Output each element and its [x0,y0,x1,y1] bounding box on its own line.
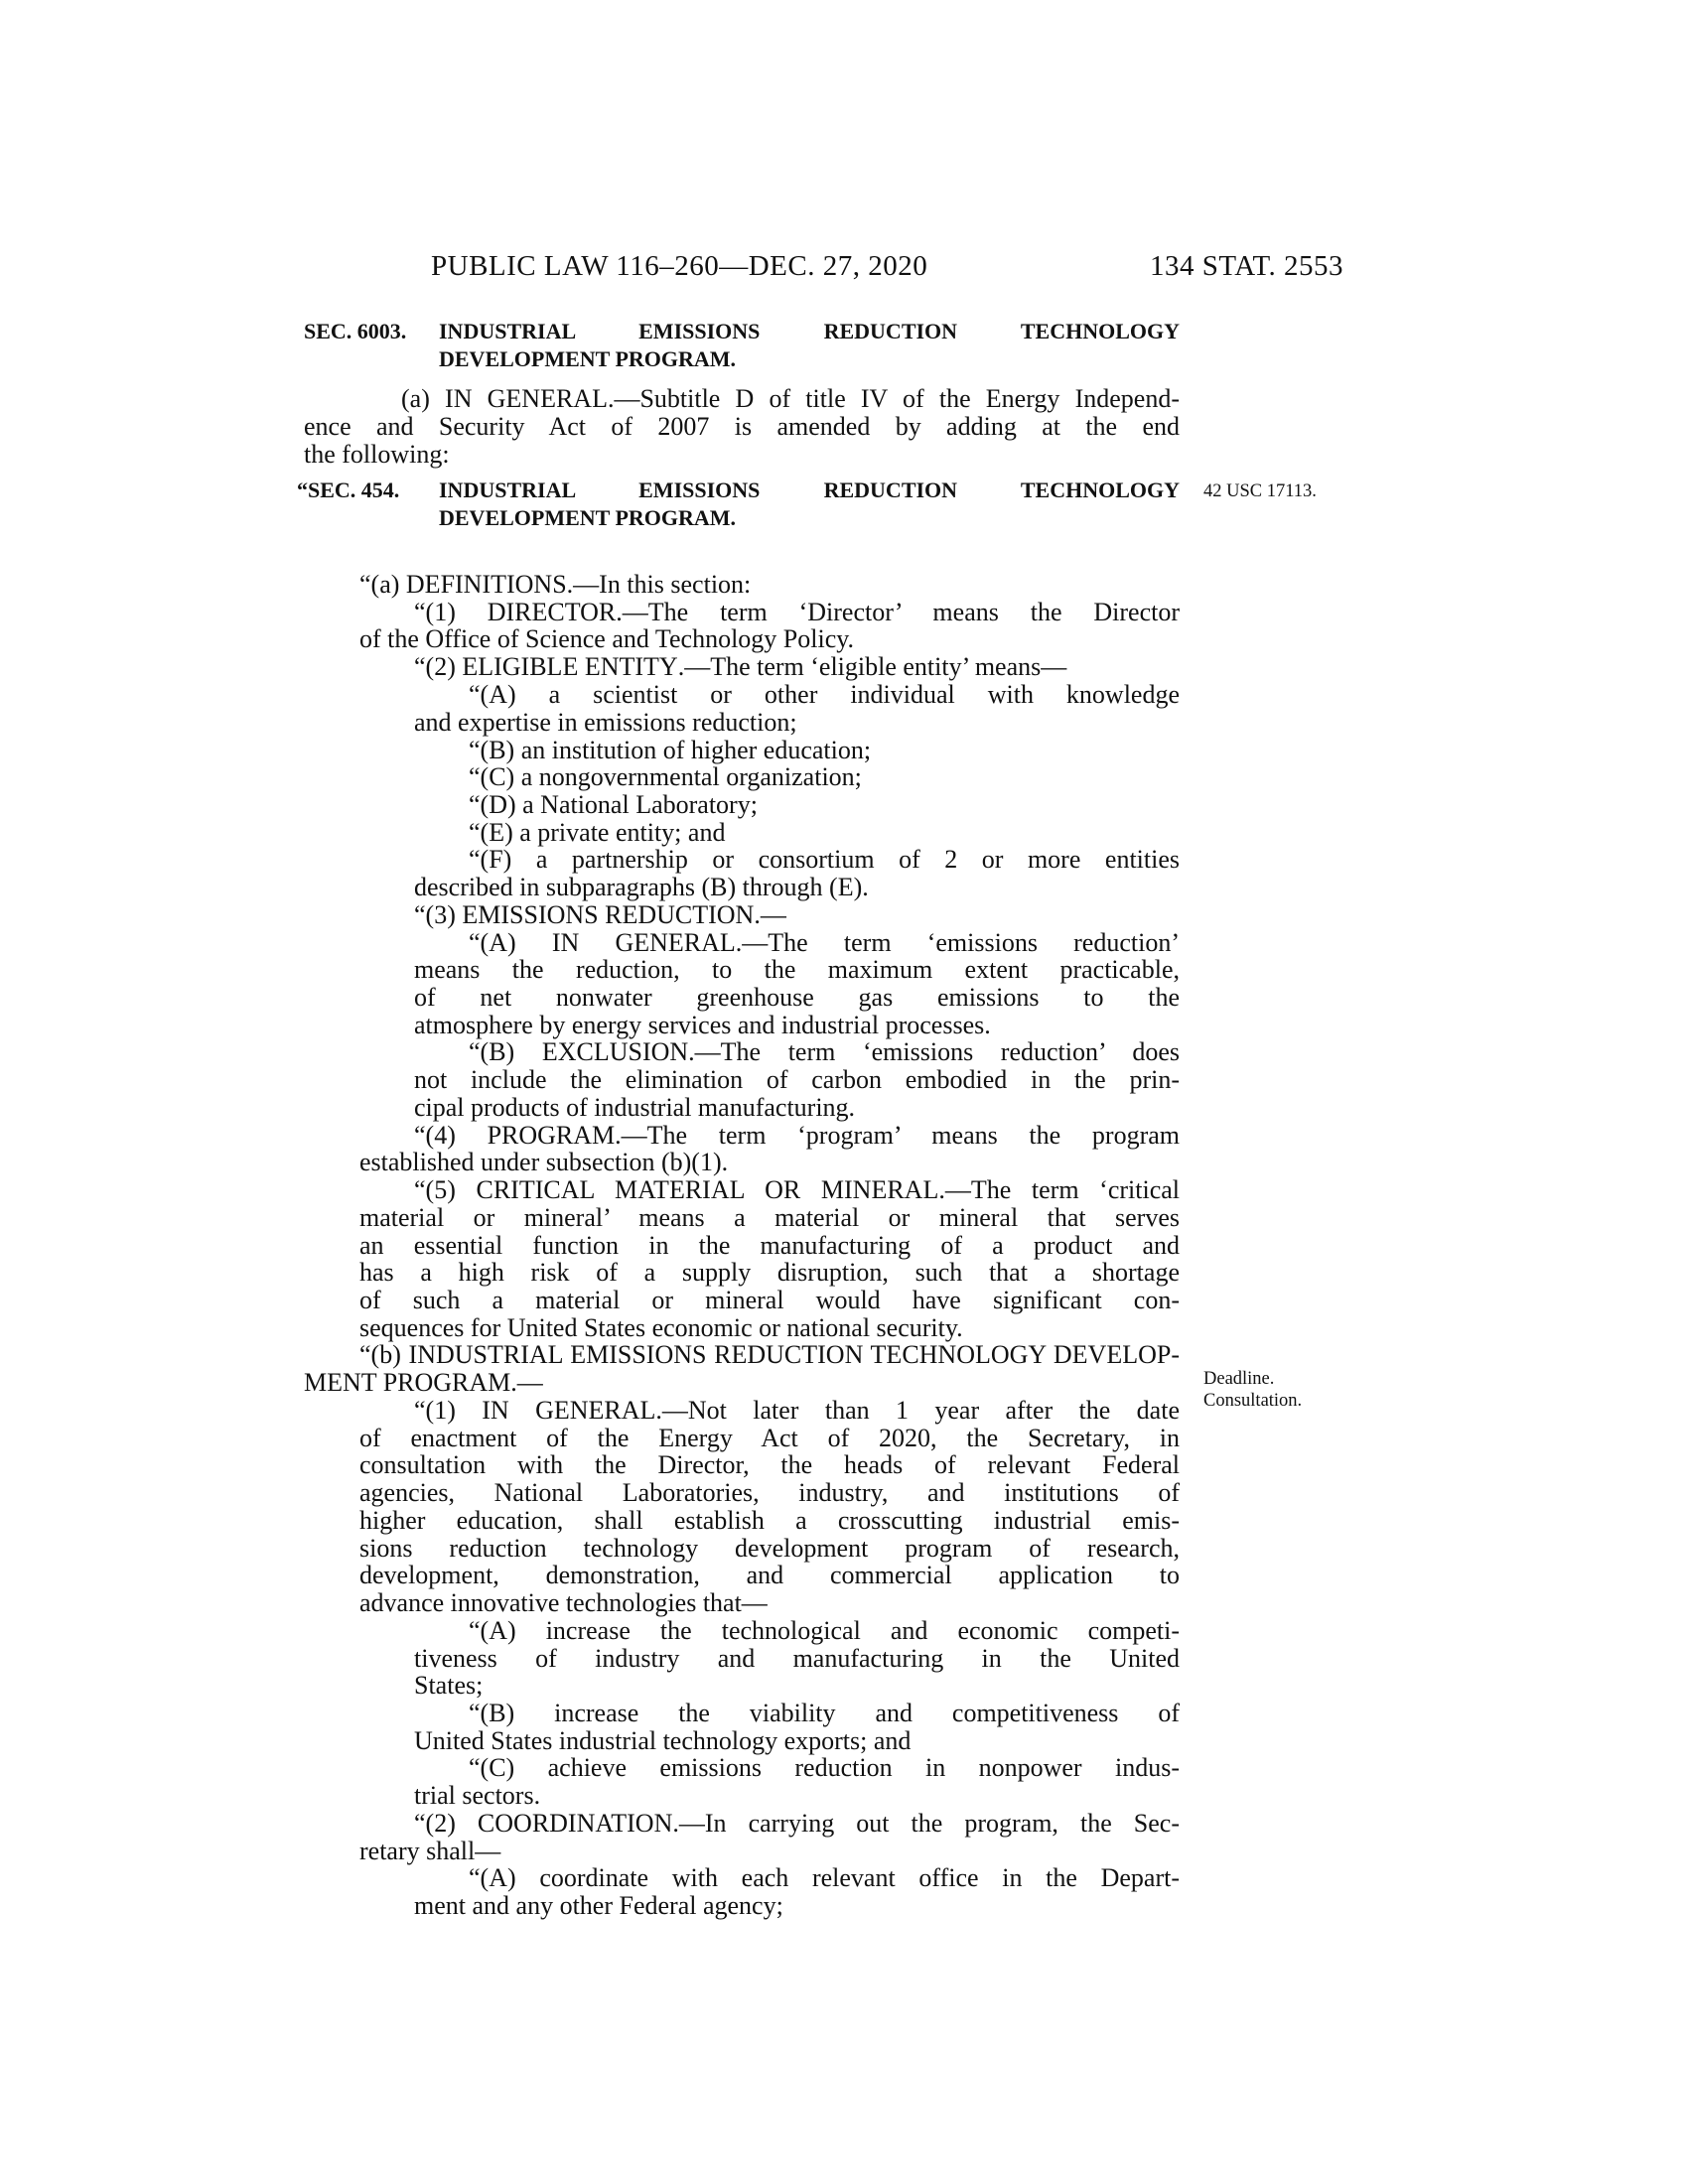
section-title: INDUSTRIAL EMISSIONS REDUCTION TECHNOLOGY [439,319,1180,343]
text-run: .—The term ‘emissions reduction’ does [688,1037,1180,1066]
text-line: of net nonwater greenhouse gas emissions to the [414,983,1180,1012]
section-title-continued: DEVELOPMENT PROGRAM. [439,346,737,371]
section-number: SEC. 6003. [304,319,407,343]
text-run: .—The term ‘emissions reduction’ [735,928,1180,957]
text-line: not include the elimination of carbon embodied in the prin- [414,1065,1180,1094]
text-line: of such a material or mineral would have significant con- [359,1286,1180,1314]
text-line: an essential function in the manufacturing of a product and [359,1231,1180,1260]
running-header: PUBLIC LAW 116–260—DEC. 27, 2020 [431,250,928,282]
text-line [414,599,1180,626]
section-title-continued: DEVELOPMENT PROGRAM. [439,505,737,530]
text-line: agencies, National Laboratories, industry, and institutions of [359,1478,1180,1507]
text-line: material or mineral’ means a material or mineral that serves [359,1203,1180,1232]
text-line [414,1176,1180,1204]
text-line: cipal products of industrial manufacturing. [414,1093,856,1122]
text-line [401,385,1180,413]
heading-term: EXCLUSION [541,1037,689,1066]
consultation-note: Consultation. [1203,1391,1303,1411]
text-run: .—Subtitle D of title IV of the Energy Independ- [607,384,1180,413]
text-run: “(3) [414,900,463,929]
text-line: United States industrial technology exports; and [414,1726,912,1755]
text-line: States; [414,1671,484,1700]
text-line: consultation with the Director, the heads of relevant Federal [359,1450,1180,1479]
text-line: “(C) a nongovernmental organization; [469,762,862,791]
text-run: .— [754,900,786,929]
text-line: “(B) an institution of higher education; [469,736,872,764]
text-line: and expertise in emissions reduction; [414,708,797,737]
heading-term: IN GENERAL [551,928,736,957]
text-line: has a high risk of a supply disruption, such that a shortage [359,1258,1180,1287]
text-run: .—The term ‘Director’ means the Director [616,598,1180,626]
usc-citation-note: 42 USC 17113. [1203,481,1317,501]
heading-term: INDUSTRIAL EMISSIONS REDUCTION TECHNOLOGY DEVELOP- [408,1340,1180,1369]
text-line: means the reduction, to the maximum extent practicable, [414,955,1180,984]
text-line [414,1397,1180,1425]
heading-term: DIRECTOR [487,598,617,626]
text-line: “(D) a National Laboratory; [469,790,758,819]
heading-term: PROGRAM [487,1121,616,1150]
text-line [359,571,1180,599]
section-number: “SEC. 454. [297,478,400,502]
text-run: “(2) [414,1809,478,1838]
section-title: INDUSTRIAL EMISSIONS REDUCTION TECHNOLOGY [439,478,1180,502]
text-line: ence and Security Act of 2007 is amended by adding at the end [304,412,1180,441]
text-line: “(F) a partnership or consortium of 2 or more entities [469,845,1180,874]
text-line [469,929,1180,957]
text-run: “(A) [469,928,552,957]
text-run: .—Not later than 1 year after the date [655,1396,1180,1425]
text-line [414,1122,1180,1150]
text-line: trial sectors. [414,1781,541,1810]
text-run: .—The term ‘eligible entity’ means— [677,652,1067,681]
section-454-heading [297,477,1180,532]
text-run: “(1) [414,598,488,626]
text-run: “(a) [359,570,406,599]
text-line: sions reduction technology development program of research, [359,1534,1180,1563]
page-number: 134 STAT. 2553 [1150,250,1344,282]
text-run: .—The term ‘program’ means the program [615,1121,1180,1150]
text-run: “(1) [414,1396,483,1425]
text-line [359,1341,1180,1369]
text-run: .—In carrying out the program, the Sec- [672,1809,1181,1838]
text-line: described in subparagraphs (B) through (E). [414,873,869,901]
text-line: the following: [304,440,450,469]
text-run: “(4) [414,1121,488,1150]
section-6003-heading [304,318,1180,373]
text-line [469,1038,1180,1066]
text-run: (a) [401,384,446,413]
text-line: tiveness of industry and manufacturing in the United [414,1644,1180,1673]
heading-term: EMISSIONS REDUCTION [462,900,755,929]
text-line [414,1810,1180,1838]
text-line: sequences for United States economic or national security. [359,1313,963,1342]
text-line: “(A) a scientist or other individual with knowledge [469,680,1180,709]
text-run: “(5) [414,1175,477,1204]
heading-term: DEFINITIONS [405,570,567,599]
text-line: development, demonstration, and commercial application to [359,1561,1180,1589]
text-run: “(B) [469,1037,542,1066]
heading-term: ELIGIBLE ENTITY [462,652,678,681]
text-line: “(B) increase the viability and competitiveness of [469,1699,1180,1727]
text-line [414,901,1180,929]
text-line: atmosphere by energy services and industrial processes. [414,1011,991,1039]
text-line: “(C) achieve emissions reduction in nonpower indus- [469,1753,1180,1782]
deadline-note: Deadline. [1203,1369,1275,1389]
heading-term: MENT PROGRAM [304,1368,511,1397]
text-line [414,653,1180,681]
text-line: advance innovative technologies that— [359,1588,768,1617]
text-run: “(2) [414,652,463,681]
text-run: .— [510,1368,543,1397]
heading-term: IN GENERAL [445,384,608,413]
text-line: ment and any other Federal agency; [414,1891,783,1920]
text-line: “(E) a private entity; and [469,818,726,847]
text-line: “(A) coordinate with each relevant office in the Depart- [469,1863,1180,1892]
heading-term: CRITICAL MATERIAL OR MINERAL [476,1175,939,1204]
text-line: of enactment of the Energy Act of 2020, the Secretary, in [359,1424,1180,1452]
text-line: retary shall— [359,1837,501,1865]
text-run: “(b) [359,1340,409,1369]
text-run: .—The term ‘critical [938,1175,1181,1204]
text-line: higher education, shall establish a crosscutting industrial emis- [359,1506,1180,1535]
heading-term: COORDINATION [477,1809,673,1838]
text-line: of the Office of Science and Technology Policy. [359,624,855,653]
heading-term: IN GENERAL [482,1396,656,1425]
text-line [304,1369,1180,1397]
text-line: established under subsection (b)(1). [359,1148,729,1176]
text-run: .—In this section: [566,570,752,599]
text-line: “(A) increase the technological and economic competi- [469,1616,1180,1645]
